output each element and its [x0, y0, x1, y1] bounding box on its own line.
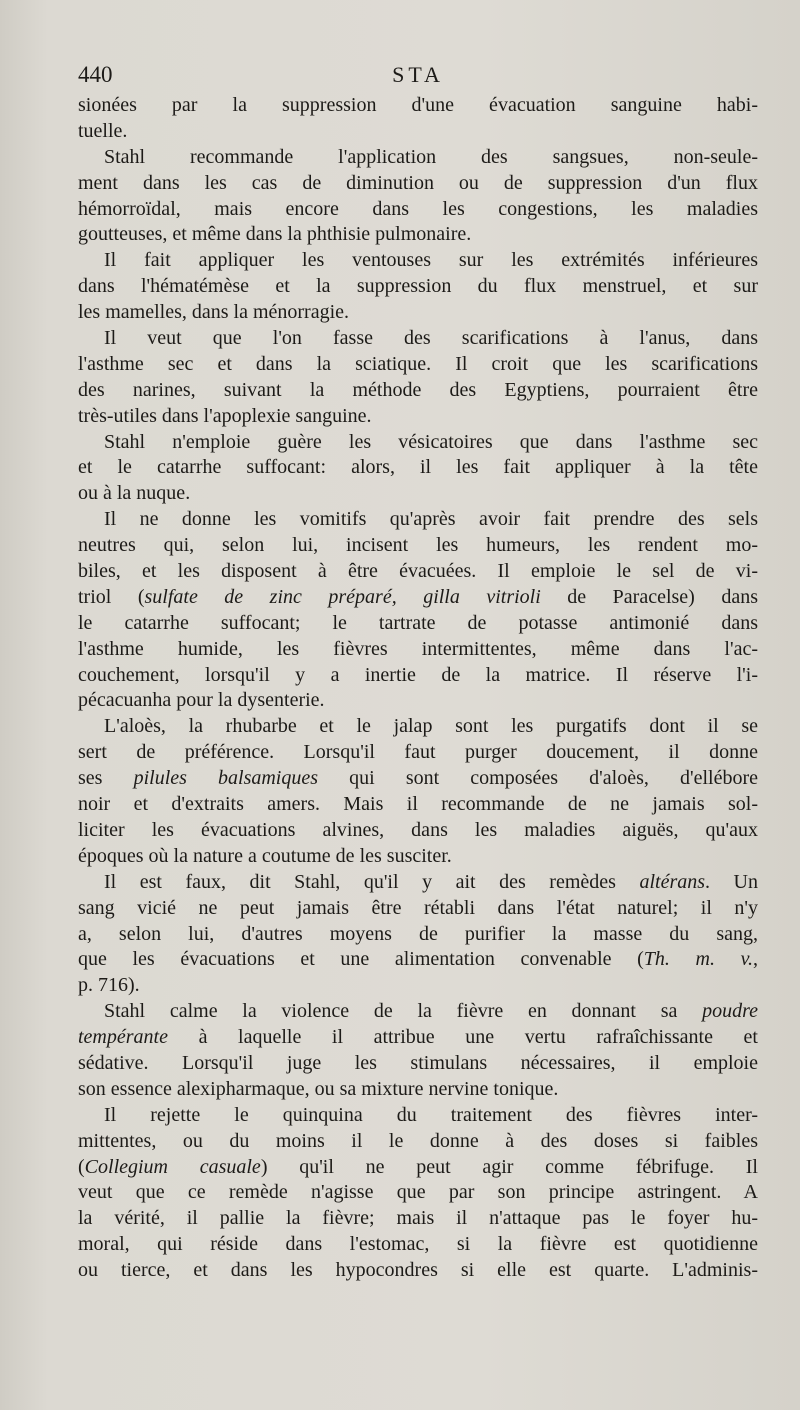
- text-line: sang vicié ne peut jamais être rétabli dans l'état naturel; il n'y: [78, 896, 758, 919]
- text-line: mittentes, ou du moins il le donne à des doses si faibles: [78, 1129, 758, 1152]
- text-line: et le catarrhe suffocant: alors, il les fait appliquer à la tête: [78, 456, 758, 479]
- text-line: tuelle.: [78, 119, 128, 142]
- text-line: neutres qui, selon lui, incisent les humeurs, les rendent mo-: [78, 534, 758, 557]
- italic-run: Collegium casuale: [84, 1155, 261, 1178]
- italic-run: altérans: [639, 870, 706, 893]
- text-run: qui sont composées d'aloès, d'ellébore: [318, 767, 758, 790]
- running-head: STA: [392, 62, 444, 87]
- italic-run: poudre: [702, 1000, 758, 1023]
- text-line: sédative. Lorsqu'il juge les stimulans nécessaires, il emploie: [78, 1051, 758, 1074]
- text-line: noir et d'extraits amers. Mais il recommande de ne jamais sol-: [78, 793, 758, 816]
- text-line: [78, 870, 758, 896]
- italic-run: sulfate de zinc préparé, gilla vitrioli: [144, 585, 541, 608]
- text-line: Stahl n'emploie guère les vésicatoires que dans l'asthme sec: [104, 430, 758, 453]
- text-run: ses: [78, 767, 134, 790]
- text-line: époques où la nature a coutume de les susciter.: [78, 844, 452, 867]
- text-line: biles, et les disposent à être évacuées. Il emploie le sel de vi-: [78, 560, 758, 583]
- italic-run: pilules balsamiques: [133, 767, 319, 790]
- text-line: liciter les évacuations alvines, dans les maladies aiguës, qu'aux: [78, 818, 758, 841]
- text-line: le catarrhe suffocant; le tartrate de potasse antimonié dans: [78, 611, 758, 634]
- text-line: hémorroïdal, mais encore dans les congestions, les maladies: [78, 197, 758, 220]
- text-run: que les évacuations et une alimentation convenable (: [78, 948, 644, 971]
- text-line: [78, 999, 758, 1025]
- page-number: 440: [78, 62, 113, 87]
- text-run: Il est faux, dit Stahl, qu'il y ait des remèdes: [104, 870, 640, 893]
- text-line: p. 716).: [78, 974, 140, 997]
- text-line: l'asthme humide, les fièvres intermittentes, même dans l'ac-: [78, 637, 758, 660]
- text-run: . Un: [705, 870, 758, 893]
- body-text: [78, 93, 758, 1284]
- text-line: Il fait appliquer les ventouses sur les extrémités inférieures: [104, 249, 758, 272]
- italic-run: Th. m. v.: [643, 948, 753, 971]
- text-line: des narines, suivant la méthode des Egyptiens, pourraient être: [78, 378, 758, 401]
- text-run: à laquelle il attribue une vertu rafraîchissante et: [167, 1026, 758, 1049]
- text-line: ou tierce, et dans les hypocondres si elle est quarte. L'adminis-: [78, 1259, 758, 1282]
- text-line: Il rejette le quinquina du traitement des fièvres inter-: [104, 1103, 758, 1126]
- text-run: Stahl calme la violence de la fièvre en donnant sa: [104, 1000, 703, 1023]
- text-line: L'aloès, la rhubarbe et le jalap sont les purgatifs dont il se: [104, 715, 758, 738]
- text-line: la vérité, il pallie la fièvre; mais il n'attaque pas le foyer hu-: [78, 1207, 758, 1230]
- text-line: [78, 1025, 758, 1051]
- text-line: très-utiles dans l'apoplexie sanguine.: [78, 404, 372, 427]
- text-line: [78, 947, 758, 973]
- text-run: ,: [752, 948, 758, 971]
- text-run: (: [78, 1155, 85, 1178]
- text-line: [78, 766, 758, 792]
- text-run: triol (: [78, 585, 145, 608]
- text-line: moral, qui réside dans l'estomac, si la fièvre est quotidienne: [78, 1233, 758, 1256]
- text-line: veut que ce remède n'agisse que par son principe astringent. A: [78, 1181, 758, 1204]
- text-line: sionées par la suppression d'une évacuation sanguine habi-: [78, 94, 758, 116]
- text-run: de Paracelse) dans: [540, 585, 758, 608]
- text-line: son essence alexipharmaque, ou sa mixture nervine tonique.: [78, 1077, 559, 1100]
- text-line: [78, 585, 758, 611]
- text-line: ment dans les cas de diminution ou de suppression d'un flux: [78, 171, 758, 194]
- italic-run: tempérante: [78, 1026, 168, 1049]
- text-line: Il veut que l'on fasse des scarifications à l'anus, dans: [104, 327, 758, 350]
- text-line: goutteuses, et même dans la phthisie pulmonaire.: [78, 223, 472, 246]
- text-run: ) qu'il ne peut agir comme fébrifuge. Il: [260, 1155, 758, 1178]
- text-line: couchement, lorsqu'il y a inertie de la matrice. Il réserve l'i-: [78, 663, 758, 686]
- text-line: Il ne donne les vomitifs qu'après avoir fait prendre des sels: [104, 508, 758, 531]
- text-line: ou à la nuque.: [78, 482, 191, 505]
- text-line: a, selon lui, d'autres moyens de purifier la masse du sang,: [78, 922, 758, 945]
- text-line: les mamelles, dans la ménorragie.: [78, 301, 350, 324]
- text-line: l'asthme sec et dans la sciatique. Il croit que les scarifications: [78, 352, 758, 375]
- text-line: Stahl recommande l'application des sangsues, non-seule-: [104, 145, 758, 168]
- page-header: [78, 62, 758, 92]
- text-line: [78, 1155, 758, 1181]
- text-line: pécacuanha pour la dysenterie.: [78, 689, 325, 712]
- text-line: dans l'hématémèse et la suppression du flux menstruel, et sur: [78, 275, 758, 298]
- text-line: sert de préférence. Lorsqu'il faut purger doucement, il donne: [78, 741, 758, 764]
